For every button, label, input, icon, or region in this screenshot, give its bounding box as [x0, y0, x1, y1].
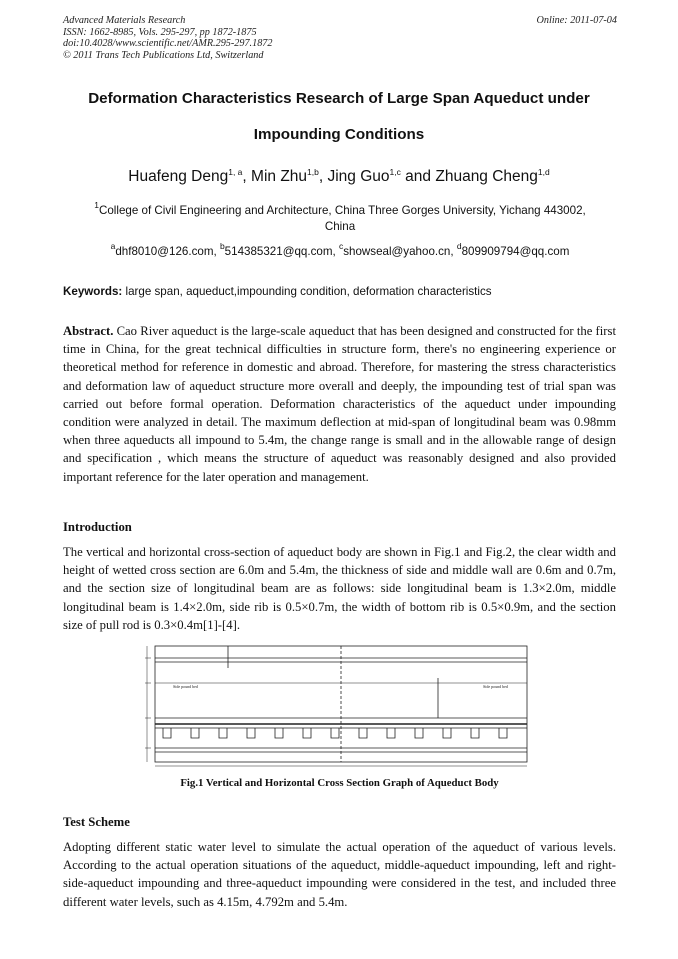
author-affiliation-mark: 1, a	[228, 167, 243, 177]
journal-header	[63, 15, 617, 61]
journal-doi: doi:10.4028/www.scientific.net/AMR.295-297.1872	[63, 38, 273, 50]
journal-issn: ISSN: 1662-8985, Vols. 295-297, pp 1872-1875	[63, 26, 257, 38]
email-mark: c	[338, 241, 344, 251]
abstract-text: Cao River aqueduct is the large-scale aqueduct that has been designed and constructed for the first time in China, for the great technical difficulties in structure form, there's no engineering experience or theoretical method for reference in domestic and abroad. Therefore, for mastering the stress characteristics and deformation law of aqueduct structure more overall and deeply, the impounding test of trial span was carried out before formal operation. Deformation characteristics of the aqueduct under impounding condition were analyzed in detail. The maximum deflection at mid-span of longitudinal beam was 0.98mm when three aqueducts all impound to 5.4m, the change range is small and in the allowable range of design and specification , which means the structure of aqueduct was reasonably designed and also provided important reference for the later operation and management.	[63, 324, 616, 484]
paper-title-line-2: Impounding Conditions	[253, 126, 425, 143]
email-list	[63, 241, 617, 258]
test-scheme-paragraph: Adopting different static water level to simulate the actual operation of the aqueduct of various levels. According to the actual operation situations of the aqueduct, middle-aqueduct impounding, left and right-side-aqueduct impounding and three-aqueduct impounding were considered in the test, and included three different water levels, such as 4.15m, 4.792m and 5.4m.	[63, 840, 616, 909]
email-mark: b	[219, 241, 225, 251]
figure-label-left: Side pound bed	[173, 684, 198, 689]
author-affiliation-mark: 1,b	[307, 167, 319, 177]
journal-name: Advanced Materials Research	[63, 15, 186, 26]
keywords	[63, 285, 623, 298]
author-separator: ,	[318, 168, 328, 185]
author-name: Min Zhu	[251, 168, 308, 185]
email-address: dhf8010@126.com	[115, 245, 214, 258]
abstract	[63, 322, 616, 486]
email-address: 514385321@qq.com	[224, 245, 333, 258]
section-heading-test-scheme: Test Scheme	[63, 815, 130, 829]
keywords-label: Keywords:	[63, 285, 123, 298]
abstract-label: Abstract.	[63, 324, 114, 338]
email-separator: ,	[332, 245, 339, 258]
author-separator: and	[400, 168, 436, 185]
online-date: Online: 2011-07-04	[536, 15, 617, 26]
author-affiliation-mark: 1,d	[537, 167, 550, 177]
aqueduct-cross-section-figure	[143, 638, 540, 770]
paper-title-line-1: Deformation Characteristics Research of Large Span Aqueduct under	[88, 90, 590, 107]
figure-label-right: Side pound bed	[483, 684, 508, 689]
author-name: Huafeng Deng	[128, 168, 229, 185]
author-name: Zhuang Cheng	[435, 168, 538, 185]
affiliation-line-2: China	[324, 220, 356, 233]
email-mark: a	[110, 241, 116, 251]
affiliation-line-1: College of Civil Engineering and Architecture, China Three Gorges University, Yichang 443002,	[98, 204, 586, 217]
section-heading-introduction: Introduction	[63, 520, 132, 534]
figure-caption: Fig.1 Vertical and Horizontal Cross Section Graph of Aqueduct Body	[180, 777, 499, 789]
email-separator: ,	[213, 245, 220, 258]
journal-copyright: © 2011 Trans Tech Publications Ltd, Switzerland	[63, 49, 264, 61]
introduction-paragraph: The vertical and horizontal cross-section of aqueduct body are shown in Fig.1 and Fig.2, the clear width and height of wetted cross section are 6.0m and 5.4m, the thickness of side and middle wall are 0.6m and 0.7m, and the section size of longitudinal beam are as follows: side longitudinal beam is 1.3×2.0m, middle longitudinal beam is 1.4×2.0m, side rib is 0.5×0.7m, the width of bottom rib is 0.5×0.9m, and the section size of pull rod is 0.3×0.4m[1]-[4].	[63, 545, 616, 632]
keywords-text: large span, aqueduct,impounding condition, deformation characteristics	[122, 285, 492, 298]
affiliation-mark: 1	[94, 200, 99, 210]
author-separator: ,	[242, 168, 252, 185]
email-separator: ,	[450, 245, 457, 258]
author-affiliation-mark: 1,c	[389, 167, 401, 177]
email-mark: d	[456, 241, 462, 251]
author-name: Jing Guo	[327, 168, 390, 185]
author-list	[40, 168, 638, 186]
affiliation	[63, 200, 617, 235]
email-address: 809909794@qq.com	[461, 245, 570, 258]
email-address: showseal@yahoo.cn	[343, 245, 451, 258]
